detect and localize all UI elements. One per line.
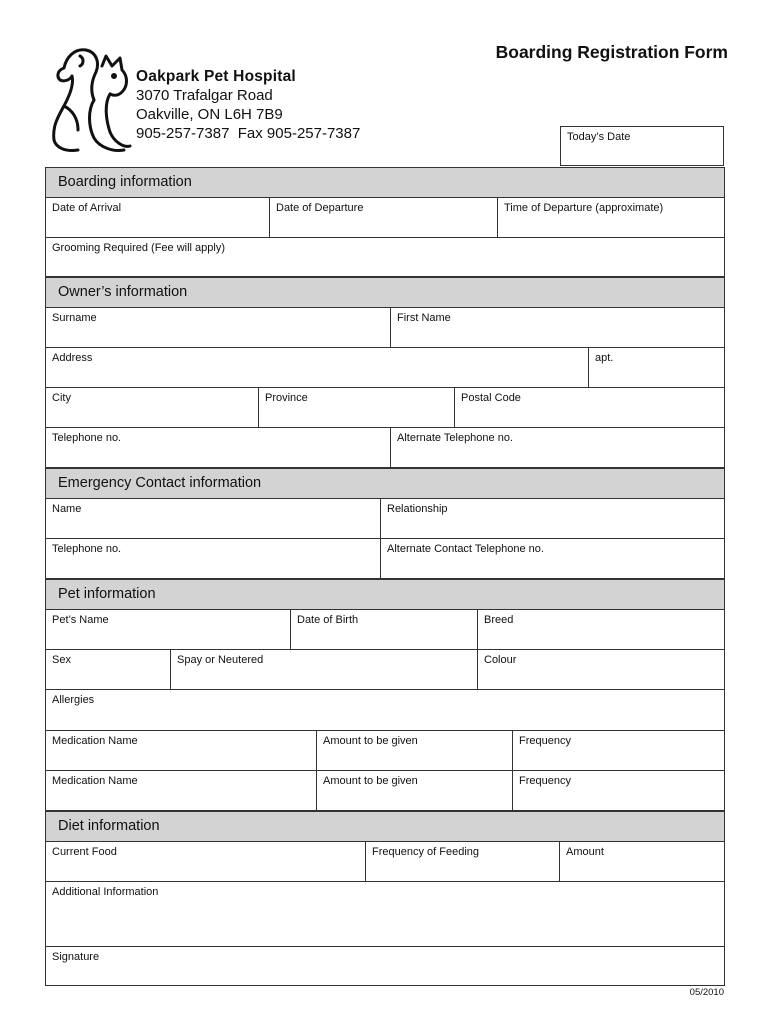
owner-row-telephone <box>45 427 725 468</box>
additional-information-label: Additional Information <box>52 886 159 898</box>
address-field[interactable] <box>46 348 589 387</box>
amount-field[interactable] <box>560 842 724 881</box>
emergency-name-field[interactable] <box>46 499 381 538</box>
current-food-label: Current Food <box>52 846 117 858</box>
owner-row-address <box>45 347 725 387</box>
boarding-row-grooming <box>45 237 725 277</box>
relationship-field[interactable] <box>381 499 724 538</box>
todays-date-field[interactable] <box>560 126 724 166</box>
medication-name-label: Medication Name <box>52 735 138 747</box>
spay-neutered-field[interactable] <box>171 650 478 689</box>
medication-frequency-field[interactable] <box>513 731 724 770</box>
section-diet-header: Diet information <box>45 811 725 841</box>
emergency-name-label: Name <box>52 503 82 515</box>
section-boarding-header: Boarding information <box>45 167 725 197</box>
allergies-label: Allergies <box>52 694 95 706</box>
dog-and-cat-logo-icon <box>44 44 136 156</box>
owner-telephone-field[interactable] <box>46 428 391 467</box>
surname-label: Surname <box>52 312 97 324</box>
breed-field[interactable] <box>478 610 724 649</box>
section-emergency-header: Emergency Contact information <box>45 468 725 498</box>
amount-label: Amount <box>566 846 604 858</box>
date-of-arrival-field[interactable] <box>46 198 270 237</box>
emergency-alt-telephone-label: Alternate Contact Telephone no. <box>387 543 544 555</box>
pet-row-medication-2 <box>45 770 725 811</box>
medication-name-label: Medication Name <box>52 775 138 787</box>
section-pet-header: Pet information <box>45 579 725 609</box>
signature-label: Signature <box>52 951 100 963</box>
section-owner-header: Owner’s information <box>45 277 725 307</box>
signature-field[interactable] <box>46 947 724 985</box>
breed-label: Breed <box>484 614 514 626</box>
spay-neutered-label: Spay or Neutered <box>177 654 264 666</box>
date-of-birth-label: Date of Birth <box>297 614 359 626</box>
medication-amount-field[interactable] <box>317 731 513 770</box>
colour-label: Colour <box>484 654 517 666</box>
current-food-field[interactable] <box>46 842 366 881</box>
time-of-departure-label: Time of Departure (approximate) <box>504 202 664 214</box>
allergies-field[interactable] <box>46 690 724 730</box>
pet-row-allergies <box>45 689 725 730</box>
owner-alt-telephone-field[interactable] <box>391 428 724 467</box>
address-label: Address <box>52 352 93 364</box>
form-title: Boarding Registration Form <box>495 42 728 62</box>
first-name-label: First Name <box>397 312 451 324</box>
apt-field[interactable] <box>589 348 724 387</box>
medication-frequency-field[interactable] <box>513 771 724 810</box>
medication-amount-label: Amount to be given <box>323 735 418 747</box>
clinic-name: Oakpark Pet Hospital <box>136 68 296 85</box>
apt-label: apt. <box>595 352 614 364</box>
pets-name-label: Pet’s Name <box>52 614 109 626</box>
emergency-row-telephone <box>45 538 725 579</box>
emergency-alt-telephone-field[interactable] <box>381 539 724 578</box>
surname-field[interactable] <box>46 308 391 347</box>
province-field[interactable] <box>259 388 455 427</box>
owner-telephone-label: Telephone no. <box>52 432 122 444</box>
date-of-departure-label: Date of Departure <box>276 202 364 214</box>
sex-label: Sex <box>52 654 71 666</box>
emergency-telephone-label: Telephone no. <box>52 543 122 555</box>
pet-row-medication-1 <box>45 730 725 770</box>
postal-code-field[interactable] <box>455 388 724 427</box>
time-of-departure-field[interactable] <box>498 198 724 237</box>
city-field[interactable] <box>46 388 259 427</box>
grooming-field[interactable] <box>46 238 724 276</box>
boarding-row-dates <box>45 197 725 237</box>
form-version: 05/2010 <box>689 987 724 998</box>
frequency-of-feeding-label: Frequency of Feeding <box>372 846 480 858</box>
pets-name-field[interactable] <box>46 610 291 649</box>
grooming-label: Grooming Required (Fee will apply) <box>52 242 226 254</box>
owner-row-name <box>45 307 725 347</box>
colour-field[interactable] <box>478 650 724 689</box>
medication-name-field[interactable] <box>46 731 317 770</box>
emergency-row-name <box>45 498 725 538</box>
pet-row-name <box>45 609 725 649</box>
city-label: City <box>52 392 71 404</box>
medication-amount-label: Amount to be given <box>323 775 418 787</box>
diet-row-signature <box>45 946 725 986</box>
frequency-of-feeding-field[interactable] <box>366 842 560 881</box>
todays-date-label: Today’s Date <box>567 131 631 143</box>
relationship-label: Relationship <box>387 503 448 515</box>
clinic-phone-fax: 905-257-7387 Fax 905-257-7387 <box>136 125 361 142</box>
additional-information-field[interactable] <box>46 882 724 946</box>
medication-frequency-label: Frequency <box>519 775 571 787</box>
medication-amount-field[interactable] <box>317 771 513 810</box>
province-label: Province <box>265 392 308 404</box>
medication-name-field[interactable] <box>46 771 317 810</box>
diet-row-additional <box>45 881 725 946</box>
first-name-field[interactable] <box>391 308 724 347</box>
clinic-address-line1: 3070 Trafalgar Road <box>136 87 273 104</box>
date-of-arrival-label: Date of Arrival <box>52 202 122 214</box>
owner-row-city <box>45 387 725 427</box>
date-of-departure-field[interactable] <box>270 198 498 237</box>
date-of-birth-field[interactable] <box>291 610 478 649</box>
sex-field[interactable] <box>46 650 171 689</box>
owner-alt-telephone-label: Alternate Telephone no. <box>397 432 513 444</box>
medication-frequency-label: Frequency <box>519 735 571 747</box>
clinic-address-line2: Oakville, ON L6H 7B9 <box>136 106 283 123</box>
emergency-telephone-field[interactable] <box>46 539 381 578</box>
pet-row-sex <box>45 649 725 689</box>
diet-row-food <box>45 841 725 881</box>
postal-code-label: Postal Code <box>461 392 521 404</box>
